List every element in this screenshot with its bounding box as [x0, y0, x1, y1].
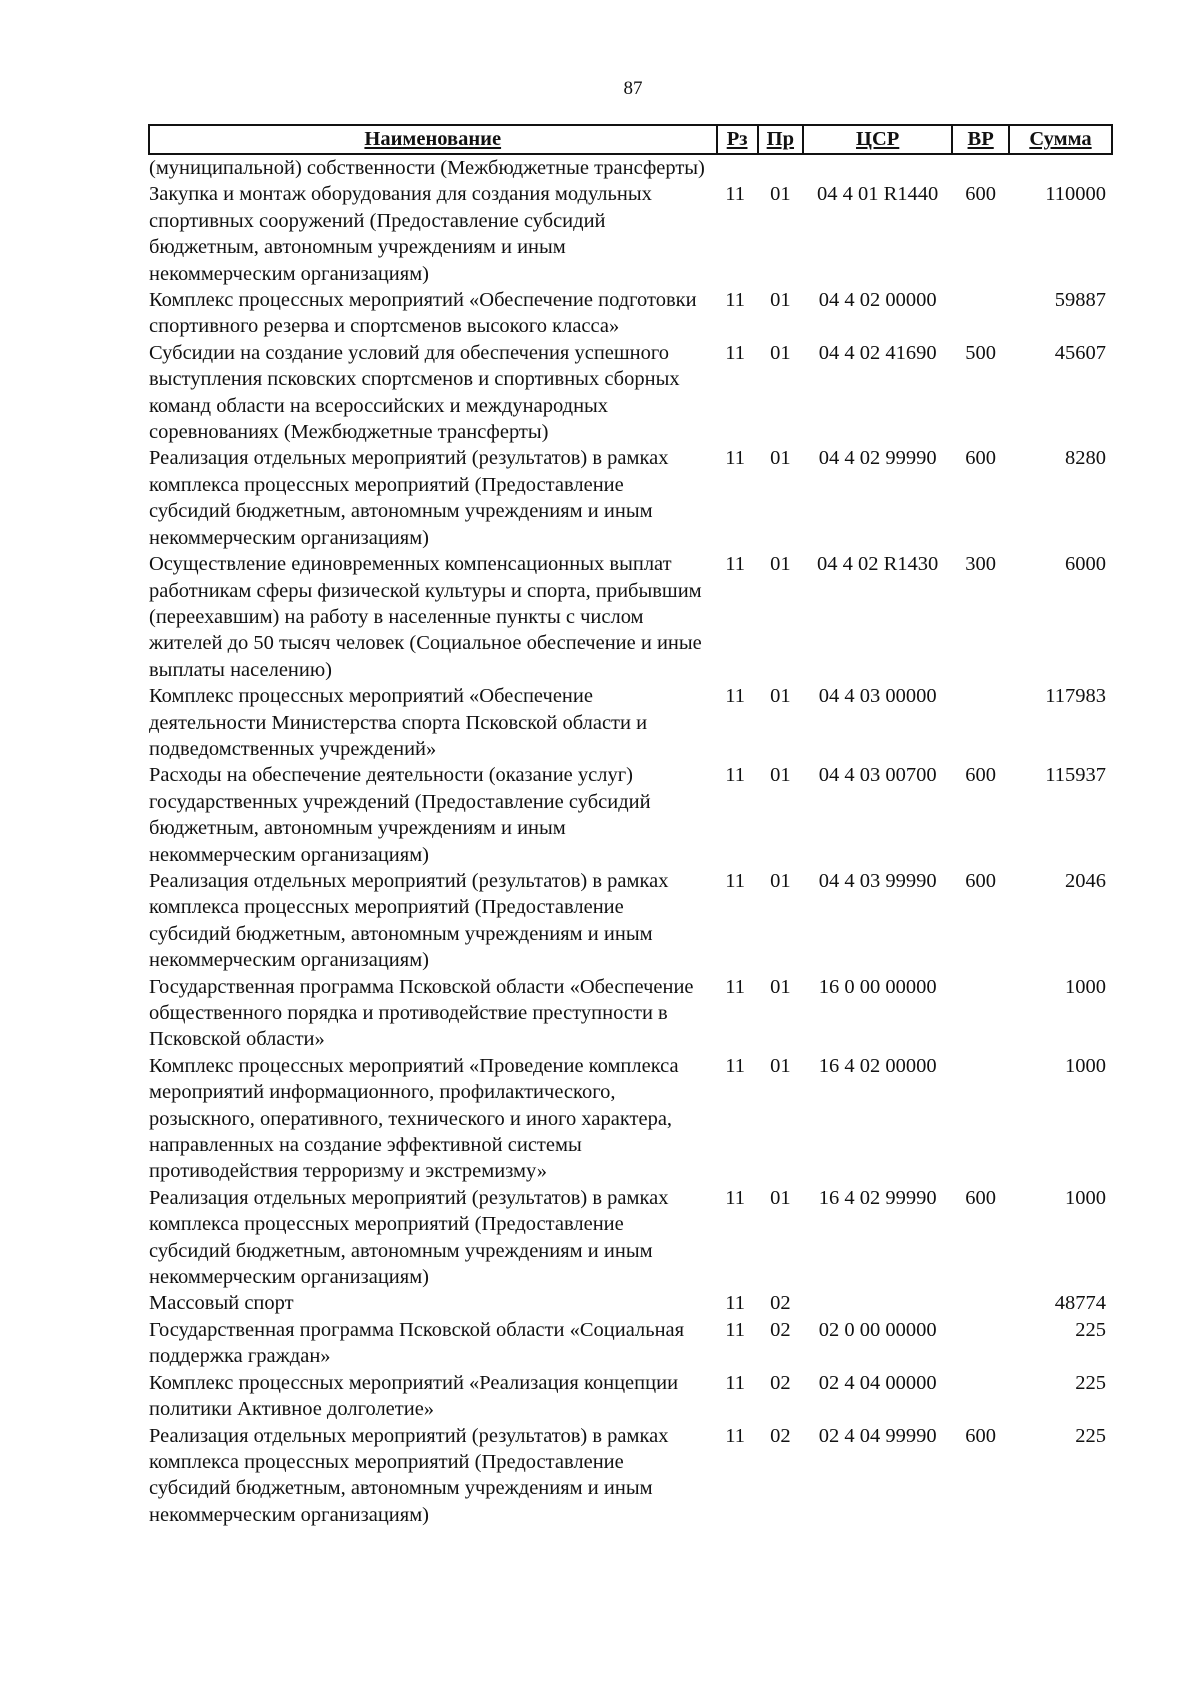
row-vr [952, 683, 1009, 762]
row-pr: 01 [770, 553, 791, 576]
row-csr: 16 4 02 99990 [818, 1186, 937, 1209]
row-pr: 01 [770, 975, 791, 998]
row-rz: 11 [725, 1318, 745, 1341]
row-sum: 110000 [1045, 183, 1106, 206]
table-row [149, 1370, 1112, 1423]
row-name: Государственная программа Псковской области «Социальная поддержка граждан» [149, 1318, 685, 1368]
row-sum: 1000 [1065, 975, 1106, 998]
row-pr: 01 [770, 183, 791, 206]
row-pr: 01 [770, 341, 791, 364]
row-sum: 2046 [1065, 869, 1106, 892]
header-pr: Пр [758, 125, 803, 154]
row-csr: 04 4 03 99990 [818, 869, 937, 892]
row-name: Комплекс процессных мероприятий «Обеспечение деятельности Министерства спорта Псковской области и подведомственных учреждений» [149, 685, 648, 760]
row-pr: 01 [770, 869, 791, 892]
row-csr: 04 4 02 R1430 [817, 553, 939, 576]
row-sum: 225 [1075, 1371, 1106, 1394]
row-name: Осуществление единовременных компенсационных выплат работникам сферы физической культуры и спорта, прибывшим (переехавшим) на работу в населенные пункты с числом жителей до 50 тысяч человек (Социальное обеспечение и иные выплаты населению) [149, 553, 702, 681]
header-csr: ЦСР [803, 125, 952, 154]
row-name: Закупка и монтаж оборудования для создания модульных спортивных сооружений (Предоставление субсидий бюджетным, автономным учреждениям и иным некоммерческим организациям) [149, 183, 652, 285]
row-rz: 11 [725, 1292, 745, 1315]
table-row [149, 1317, 1112, 1370]
table-row [149, 683, 1112, 762]
row-csr: 02 4 04 99990 [818, 1424, 937, 1447]
row-name: Реализация отдельных мероприятий (результатов) в рамках комплекса процессных мероприятий (Предоставление субсидий бюджетным, автономным учреждениям и иным некоммерческим организациям) [149, 447, 669, 549]
row-sum: 45607 [1054, 341, 1106, 364]
row-csr [803, 154, 952, 181]
table-row [149, 762, 1112, 868]
row-name: Массовый спорт [149, 1292, 294, 1315]
row-rz: 11 [725, 341, 745, 364]
row-csr: 04 4 01 R1440 [817, 183, 939, 206]
header-rz: Рз [717, 125, 758, 154]
row-pr: 02 [770, 1424, 791, 1447]
row-pr: 01 [770, 1054, 791, 1077]
header-vr: ВР [952, 125, 1009, 154]
table-row [149, 1290, 1112, 1316]
table-row [149, 974, 1112, 1053]
row-csr [803, 1290, 952, 1316]
row-csr: 04 4 02 00000 [818, 289, 937, 312]
row-vr [952, 1370, 1009, 1423]
header-sum: Сумма [1009, 125, 1112, 154]
row-csr: 04 4 02 99990 [818, 447, 937, 470]
row-rz: 11 [725, 975, 745, 998]
row-csr: 16 4 02 00000 [818, 1054, 937, 1077]
row-csr: 02 4 04 00000 [818, 1371, 937, 1394]
row-csr: 04 4 02 41690 [818, 341, 937, 364]
row-rz: 11 [725, 764, 745, 787]
row-pr [758, 154, 803, 181]
row-rz [717, 154, 758, 181]
row-vr: 300 [965, 553, 997, 576]
table-row [149, 1423, 1112, 1529]
table-row [149, 340, 1112, 446]
row-name: (муниципальной) собственности (Межбюджетные трансферты) [149, 157, 705, 179]
row-vr [952, 154, 1009, 181]
row-vr [952, 1290, 1009, 1316]
row-vr [952, 1317, 1009, 1370]
row-vr: 600 [965, 447, 997, 470]
table-row [149, 287, 1112, 340]
row-rz: 11 [725, 869, 745, 892]
table-row [149, 445, 1112, 551]
row-rz: 11 [725, 183, 745, 206]
row-sum: 1000 [1065, 1186, 1106, 1209]
row-sum: 8280 [1065, 447, 1106, 470]
row-sum: 1000 [1065, 1054, 1106, 1077]
row-name: Комплекс процессных мероприятий «Реализация концепции политики Активное долголетие» [149, 1371, 679, 1421]
row-name: Реализация отдельных мероприятий (результатов) в рамках комплекса процессных мероприятий (Предоставление субсидий бюджетным, автономным учреждениям и иным некоммерческим организациям) [149, 1186, 669, 1289]
row-name: Расходы на обеспечение деятельности (оказание услуг) государственных учреждений (Предоставление субсидий бюджетным, автономным учреждениям и иным некоммерческим организациям) [149, 764, 651, 866]
table-row [149, 551, 1112, 683]
row-vr: 600 [965, 869, 997, 892]
row-name: Комплекс процессных мероприятий «Обеспечение подготовки спортивного резерва и спортсменов высокого класса» [149, 289, 697, 338]
row-vr: 600 [965, 183, 997, 206]
row-sum: 48774 [1054, 1292, 1106, 1315]
table-row [149, 1185, 1112, 1291]
table-row [149, 1053, 1112, 1185]
row-vr: 600 [965, 764, 997, 787]
table-body [149, 154, 1112, 1528]
row-pr: 01 [770, 685, 791, 708]
page-number: 87 [623, 78, 643, 99]
row-name: Субсидии на создание условий для обеспечения успешного выступления псковских спортсменов и спортивных сборных команд области на всероссийских и международных соревнованиях (Межбюджетные трансферты) [149, 341, 680, 444]
table-header [149, 125, 1112, 154]
row-rz: 11 [725, 447, 745, 470]
header-name: Наименование [149, 125, 717, 154]
row-name: Реализация отдельных мероприятий (результатов) в рамках комплекса процессных мероприятий (Предоставление субсидий бюджетным, автономным учреждениям и иным некоммерческим организациям) [149, 869, 669, 972]
row-pr: 01 [770, 289, 791, 312]
budget-table [148, 124, 1113, 1528]
table-row [149, 181, 1112, 287]
row-csr: 04 4 03 00000 [818, 685, 937, 708]
row-rz: 11 [725, 1424, 745, 1447]
row-sum [1009, 154, 1112, 181]
row-name: Государственная программа Псковской области «Обеспечение общественного порядка и противодействие преступности в Псковской области» [149, 975, 694, 1051]
row-pr: 02 [770, 1292, 791, 1315]
row-sum: 59887 [1054, 289, 1106, 312]
row-sum: 117983 [1045, 685, 1106, 708]
row-rz: 11 [725, 553, 745, 576]
table-row [149, 154, 1112, 181]
row-rz: 11 [725, 685, 745, 708]
row-sum: 6000 [1065, 553, 1106, 576]
row-rz: 11 [725, 1186, 745, 1209]
row-pr: 01 [770, 1186, 791, 1209]
row-rz: 11 [725, 289, 745, 312]
row-name: Комплекс процессных мероприятий «Проведение комплекса мероприятий информационного, профилактического, розыскного, оперативного, технического и иного характера, направленных на создание эффективной системы противодействия терроризму и экстремизму» [149, 1054, 679, 1183]
row-csr: 04 4 03 00700 [818, 764, 937, 787]
row-pr: 01 [770, 764, 791, 787]
row-sum: 225 [1075, 1318, 1106, 1341]
budget-table-container [148, 124, 1113, 1528]
table-row [149, 868, 1112, 974]
row-vr: 500 [965, 341, 997, 364]
row-rz: 11 [725, 1371, 745, 1394]
row-sum: 115937 [1045, 764, 1106, 787]
row-csr: 02 0 00 00000 [818, 1318, 937, 1341]
row-sum: 225 [1075, 1424, 1106, 1447]
row-name: Реализация отдельных мероприятий (результатов) в рамках комплекса процессных мероприятий (Предоставление субсидий бюджетным, автономным учреждениям и иным некоммерческим организациям) [149, 1424, 669, 1526]
row-pr: 02 [770, 1318, 791, 1341]
row-vr: 600 [965, 1186, 997, 1209]
row-vr [952, 974, 1009, 1053]
row-csr: 16 0 00 00000 [818, 975, 937, 998]
row-vr [952, 1053, 1009, 1185]
row-vr [952, 287, 1009, 340]
row-pr: 02 [770, 1371, 791, 1394]
row-rz: 11 [725, 1054, 745, 1077]
row-vr: 600 [965, 1424, 997, 1447]
row-pr: 01 [770, 447, 791, 470]
